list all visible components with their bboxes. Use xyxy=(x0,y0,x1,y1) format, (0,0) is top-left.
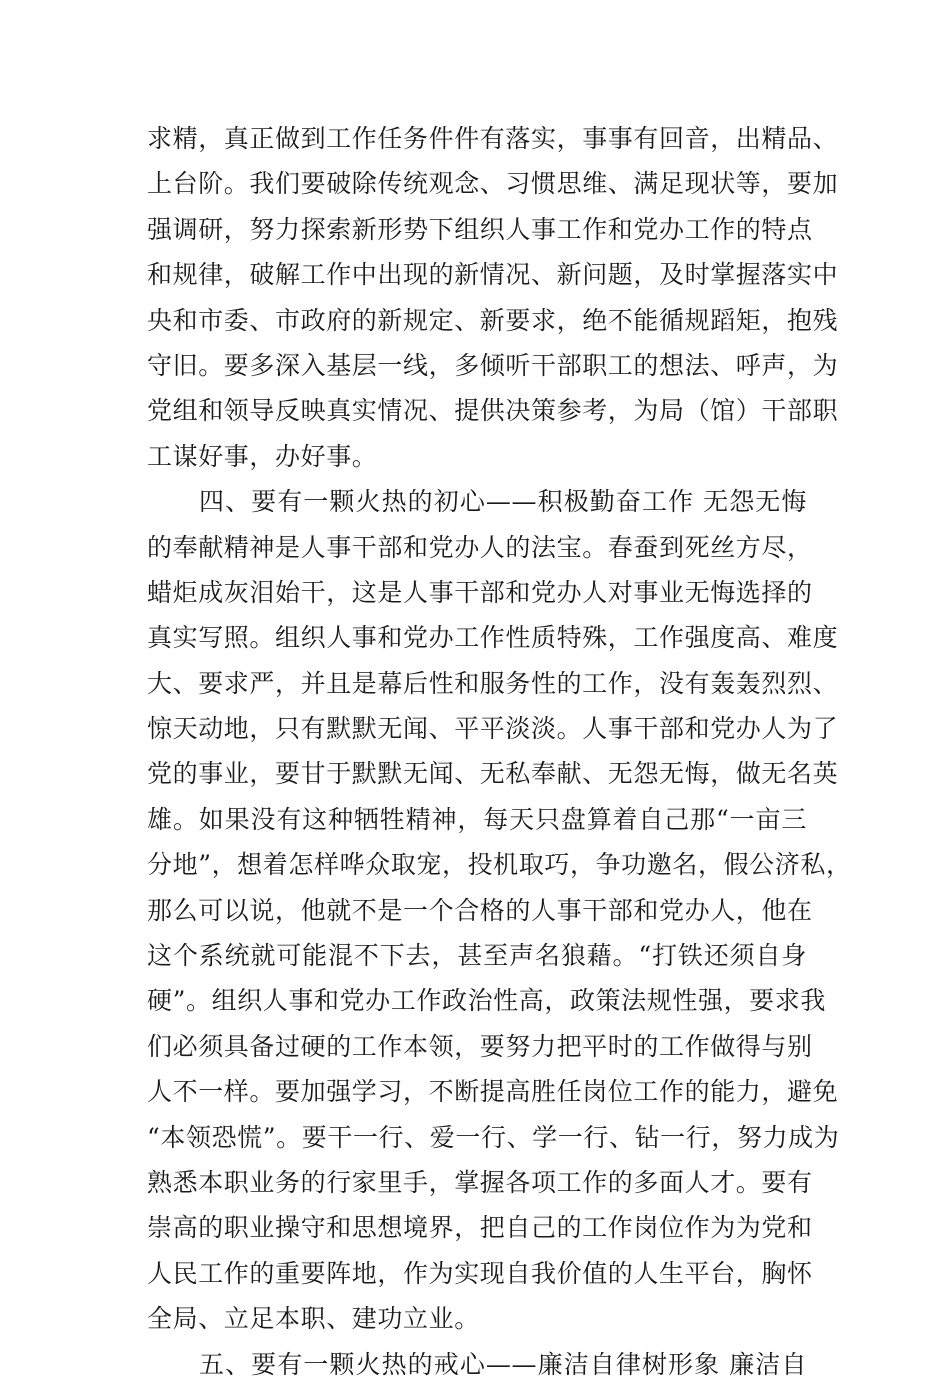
text-line-14: 惊天动地，只有默默无闻、平平淡淡。人事干部和党办人为了 xyxy=(147,714,839,744)
text-line-27: 全局、立足本职、建功立业。 xyxy=(147,1304,480,1334)
text-line-17: 分地”，想着怎样哗众取宠，投机取巧，争功邀名，假公济私， xyxy=(147,850,852,880)
text-line-26: 人民工作的重要阵地，作为实现自我价值的人生平台，胸怀 xyxy=(147,1258,813,1288)
text-line-19: 这个系统就可能混不下去，甚至声名狼藉。“打铁还须自身 xyxy=(147,941,807,971)
text-line-11: 蜡炬成灰泪始干，这是人事干部和党办人对事业无悔选择的 xyxy=(147,577,813,607)
text-line-20: 硬”。组织人事和党办工作政治性高，政策法规性强，要求我 xyxy=(147,986,826,1016)
text-line-16: 雄。如果没有这种牺牲精神，每天只盘算着自己那“一亩三 xyxy=(147,804,807,834)
text-line-22: 人不一样。要加强学习，不断提高胜任岗位工作的能力，避免 xyxy=(147,1077,839,1107)
text-line-10: 的奉献精神是人事干部和党办人的法宝。春蚕到死丝方尽， xyxy=(147,532,813,562)
text-line-2: 上台阶。我们要破除传统观念、习惯思维、满足现状等，要加 xyxy=(147,169,839,199)
text-line-18: 那么可以说，他就不是一个合格的人事干部和党办人，他在 xyxy=(147,895,813,925)
text-line-7: 党组和领导反映真实情况、提供决策参考，为局（馆）干部职 xyxy=(147,396,839,426)
text-line-3: 强调研，努力探索新形势下组织人事工作和党办工作的特点 xyxy=(147,214,813,244)
text-line-24: 熟悉本职业务的行家里手，掌握各项工作的多面人才。要有 xyxy=(147,1167,813,1197)
text-line-21: 们必须具备过硬的工作本领，要努力把平时的工作做得与别 xyxy=(147,1031,813,1061)
text-line-13: 大、要求严，并且是幕后性和服务性的工作，没有轰轰烈烈、 xyxy=(147,668,839,698)
text-line-15: 党的事业，要甘于默默无闻、无私奉献、无怨无悔，做无名英 xyxy=(147,759,839,789)
text-line-5: 央和市委、市政府的新规定、新要求，绝不能循规蹈矩，抱残 xyxy=(147,305,839,335)
section-five-heading-line: 五、要有一颗火热的戒心——廉洁自律树形象 廉洁自 xyxy=(199,1349,807,1379)
text-line-1: 求精，真正做到工作任务件件有落实，事事有回音，出精品、 xyxy=(147,124,839,153)
text-line-4: 和规律，破解工作中出现的新情况、新问题，及时掌握落实中 xyxy=(147,260,839,290)
document-body xyxy=(147,116,852,1387)
text-line-6: 守旧。要多深入基层一线，多倾听干部职工的想法、呼声，为 xyxy=(147,350,839,380)
text-line-12: 真实写照。组织人事和党办工作性质特殊，工作强度高、难度 xyxy=(147,623,839,653)
text-line-25: 崇高的职业操守和思想境界，把自己的工作岗位作为为党和 xyxy=(147,1213,813,1243)
section-four-heading-line: 四、要有一颗火热的初心——积极勤奋工作 无怨无悔 xyxy=(199,487,807,517)
text-line-8: 工谋好事，办好事。 xyxy=(147,441,378,471)
text-line-23: “本领恐慌”。要干一行、爱一行、学一行、钻一行，努力成为 xyxy=(147,1122,840,1152)
